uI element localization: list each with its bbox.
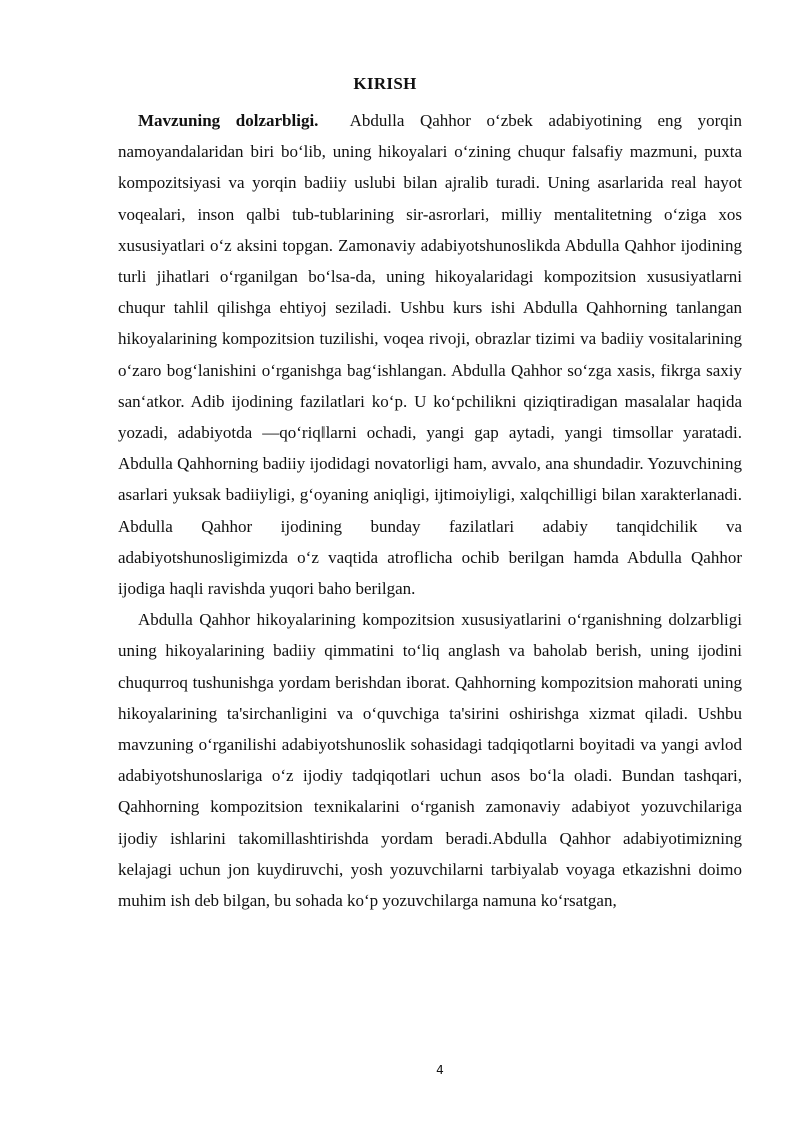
paragraph-2: Abdulla Qahhor hikoyalarining kompozitsion xususiyatlarini oʻrganishning dolzarbligi uning hikoyalarining badiiy qimmatini toʻliq anglash va baholab berish, uning ijodini chuqurroq tushunishga yordam berishdan iborat. Qahhorning kompozitsion mahorati uning hikoyalarining ta'sirchanligini va oʻquvchiga ta'sirini oshirishga xizmat qiladi. Ushbu mavzuning oʻrganilishi adabiyotshunoslik sohasidagi tadqiqotlarni boyitadi va yangi avlod adabiyotshunoslariga oʻz ijodiy tadqiqotlari uchun asos boʻla oladi. Bundan tashqari, Qahhorning kompozitsion texnikalarini oʻrganish zamonaviy adabiyot yozuvchilariga ijodiy ishlarini takomillashtirishda yordam beradi.Abdulla Qahhor adabiyotimizning kelajagi uchun jon kuydiruvchi, yosh yozuvchilarni tarbiyalab voyaga etkazishni doimo muhim ish deb bilgan, bu sohada koʻp yozuvchilarga namuna koʻrsatgan,	[118, 610, 742, 911]
paragraph-lead-in: Mavzuning dolzarbligi.	[138, 111, 319, 130]
section-heading: KIRISH	[353, 74, 417, 93]
page-number: 4	[436, 1063, 444, 1077]
paragraph-1-text: Abdulla Qahhor oʻzbek adabiyotining eng yorqin namoyandalaridan biri boʻlib, uning hikoyalari oʻzining chuqur falsafiy mazmuni, puxta kompozitsiyasi va yorqin badiiy uslubi bilan ajralib turadi. Uning asarlarida real hayot voqealari, inson qalbi tub-tublarining sir-asrorlari, milliy mentalitetning oʻziga xos xususiyatlari oʻz aksini topgan. Zamonaviy adabiyotshunoslikda Abdulla Qahhor ijodining turli jihatlari oʻrganilgan boʻlsa-da, uning hikoyalaridagi kompozitsion xususiyatlarni chuqur tahlil qilishga ehtiyoj seziladi. Ushbu kurs ishi Abdulla Qahhorning tanlangan hikoyalarining kompozitsion tuzilishi, voqea rivoji, obrazlar tizimi va badiiy vositalarining oʻzaro bogʻlanishini oʻrganishga bagʻishlangan. Abdulla Qahhor soʻzga xasis, fikrga saxiy sanʻatkor. Adib ijodining fazilatlari koʻp. U koʻpchilikni qiziqtiradigan masalalar haqida yozadi, adabiyotda ―qoʻriq‖larni ochadi, yangi gap aytadi, yangi timsollar yaratadi. Abdulla Qahhorning badiiy ijodidagi novatorligi ham, avvalo, ana shundadir. Yozuvchining asarlari yuksak badiiyligi, gʻoyaning aniqligi, ijtimoiyligi, xalqchilligi bilan xarakterlanadi. Abdulla Qahhor ijodining bunday fazilatlari adabiy tanqidchilik va adabiyotshunosligimizda oʻz vaqtida atroflicha ochib berilgan hamda Abdulla Qahhor ijodiga haqli ravishda yuqori baho berilgan.	[118, 111, 742, 599]
paragraph-relevance	[118, 105, 742, 604]
body-text	[118, 105, 742, 916]
